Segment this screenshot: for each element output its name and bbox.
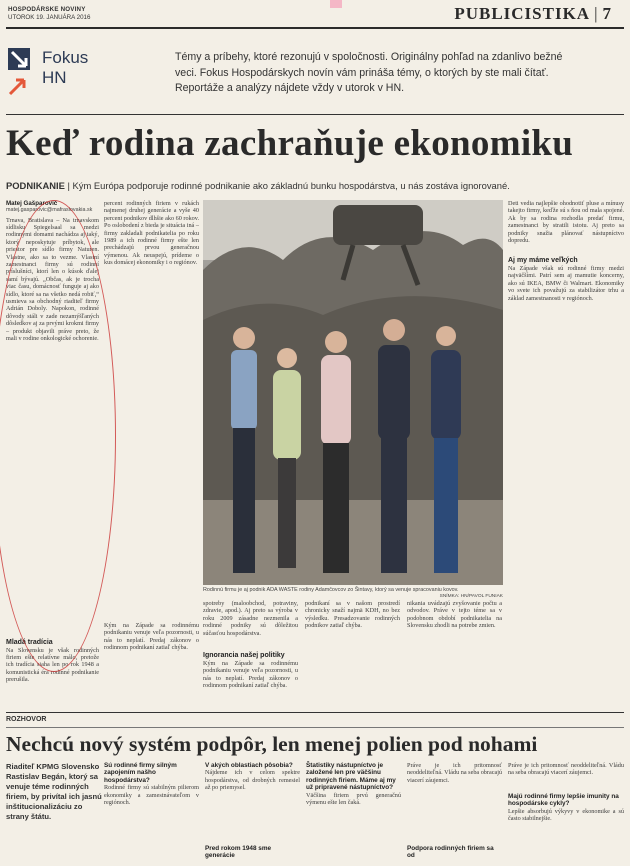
masthead-left (8, 6, 90, 21)
photo-credit: SNÍMKA: HN/PAVOL FUNIAK (439, 593, 503, 599)
bottom-column-c-body: nikania uvádzajú zvyšovanie počtu a odvodov. Práve v tejto téme sa v podobnom období podnikatelia na Slovensku zhodli na potrebe zmien. (407, 600, 502, 630)
subhead-ignorancia: Ignorancia našej politiky (203, 652, 285, 659)
column-2-body-lower: Kým na Západe sa rodinnému podnikaniu venuje veľa pozornosti, u nás to neplatí. Predaj zákonov o rodinnom podnikaní zatiaľ chýba. (104, 622, 199, 652)
bottom-column-b (305, 600, 400, 701)
answer-3: Väčšina firiem prvú generačnú výmenu ešte len čaká. (306, 791, 401, 807)
article-headline: Keď rodina zachraňuje ekonomiku (6, 123, 574, 164)
fokus-logo (8, 46, 98, 100)
column-2-body: percent rodinných firiem v rukách najmenej druhej generácie a vyše 40 percent podnikov dlhšie ako 60 rokov. Po oslobodení z bieda je situácia iná – firmy zakladali podnikatelia po roku 1989 a ich rodinné firmy ešte len prechádzajú prvou generačnou výmenou. Ak neuspejú, prídeme o kus domácej ekonomiky i o regiónov. (104, 200, 199, 267)
bottom-subhead-2: Podpora rodinných firiem sa od (407, 845, 494, 859)
kicker: PODNIKANIE (6, 180, 65, 191)
section-title (454, 4, 612, 24)
answer-4: Práve je ich pritomnosť neoddeliteľná. Vládu na seba obracajú viacerí záujemci. (407, 762, 502, 784)
bottom-column-a (203, 600, 298, 701)
interview-column-3 (306, 762, 401, 863)
interview-lead: Riaditeľ KPMG Slovensko Rastislav Begán, ktorý sa venuje téme rodinných firiem, by privítal ich jasnú inštitucionalizáciu zo strany štátu. (6, 762, 102, 821)
author-email: matej.gasparovic@mafraslovakia.sk (6, 207, 93, 213)
question-5: Majú rodinné firmy lepšie imunity na hospodárske cykly? (508, 793, 619, 808)
standfirst-text: Kým Európa podporuje rodinné podnikanie ako základnú bunku hospodárstva, u nás zostáva ignorované. (72, 180, 510, 191)
family-photo (203, 200, 503, 585)
article-column-right (508, 200, 624, 706)
photo-caption-text: Rodinnú firmu je aj podnik ADA WASTE rodiny Adamčovcov zo Šintavy, ktorý sa venuje spracovaniu kovov. (203, 587, 459, 593)
article-column-2 (104, 200, 199, 621)
section-rule (6, 712, 624, 713)
rubric-rule (6, 727, 624, 728)
question-3: Štatistiky nástupníctvo je založené len pre väčšinu rodinných firiem. Máme aj my už pripravené nástupníctvo? (306, 762, 396, 792)
answer-4-continued: Práve je ich pritomnosť neoddeliteľná. Vládu na seba obracajú viacerí záujemci. (508, 762, 624, 777)
interview-column-1 (104, 762, 199, 865)
page-number: 7 (602, 4, 612, 23)
scrap-metal-scene (203, 200, 503, 585)
right-column-body: Deti vedia najlepšie ohodnotiť pluse a mínusy takejto firmy, keďže sú s ňou od mala spojené. Ak by sa rodina rozhodla predať firmu, zamestnanci by stratili istotu. Aj preto sa podniky snažia plánovať nástupníctvo dopredu. (508, 200, 624, 245)
bottom-column-b-body: podnikaní sa v našom prostredí chronicky snaží najmä KDH, no bez výsledku. Presadzovanie rodinných podnikov zatiaľ chýba. (305, 600, 400, 630)
section-divider: | (594, 4, 599, 23)
question-1: Sú rodinné firmy silným zapojením našho hospodárstva? (104, 762, 177, 784)
fokus-rule (6, 114, 624, 115)
paper-name: HOSPODÁRSKE NOVINY (8, 6, 86, 13)
photo-caption (203, 587, 503, 600)
article-column-2-lower (104, 622, 199, 698)
hn-word: HN (42, 68, 67, 87)
interview-headline: Nechcú nový systém podpôr, len menej polien pod nohami (6, 732, 538, 756)
interview-column-2 (205, 762, 300, 859)
section-banner (330, 0, 342, 8)
bottom-subhead-1: Pred rokom 1948 sme generácie (205, 845, 272, 860)
right-column-body-2: Na Západe však sú rodinné firmy medzi najväčšími. Patrí sem aj mamutie koncerny, ako sú IKEA, BMW či Walmart. Ekonomiky vo svete ich považujú za stabilizátor trhu a základ zamestnanosti v regiónoch. (508, 265, 624, 302)
question-2: V akých oblastiach pôsobia? (205, 762, 293, 769)
issue-date: UTOROK 19. JANUÁRA 2016 (8, 14, 91, 21)
bottom-column-a-body-2: Kým na Západe sa rodinnému podnikaniu venuje veľa pozornosti, u nás to neplatí. Predaj zákonov o rodinnom podnikaní zatiaľ chýba. (203, 660, 298, 690)
section-name: PUBLICISTIKA (454, 4, 591, 23)
subhead-aj-my-mame: Aj my máme veľkých (508, 257, 578, 264)
fokus-arrow-icon (8, 46, 38, 96)
kicker-divider: | (67, 180, 73, 191)
standfirst (6, 180, 510, 191)
fokus-intro: Témy a príbehy, ktoré rezonujú v spoločnosti. Originálny pohľad na zdanlivo bežné veci. Fokus Hospodárskych novín vám prináša témy, o ktorých by ste mali čítať. Reportáže a analýzy nájdete vždy v utorok v HN. (175, 51, 563, 94)
author-name: Matej Gašparovič (6, 200, 58, 207)
column-1-body: Trnava, Bratislava – Na trnavskom sídlisku Spiegelsaal sa medzi rodinnými domami nachádza aj taký, ktorý neposkytuje príbytok, ale priestor pre sídlo firmy Naturen. Vlastne, ako sa to vezme. Vlastní zamestnanci firmy sú rodinní príslušníci, ktorí len o kúsok ďalej samí bývajú. „Občas, ak je trocha viac času, domácnosť funguje aj ako sídlo, ktoré sa na všetko nedá robiť,“ usmieva sa obchodný riaditeľ firmy Adrián Doboly. Napokon, rodinné dôvody stáli v zade nezamýšľaných dôsledkov aj za prvými krokmi firmy – produkt objavili práve preto, že mali v rodine onkologické ochorenie. (6, 216, 99, 343)
fokus-word: Fokus (42, 48, 89, 67)
header-rule (6, 27, 624, 29)
fokus-logo-text (42, 48, 88, 88)
rubric: ROZHOVOR (6, 716, 47, 723)
answer-5: Lepšie absorbujú výkyvy v ekonomike a sú často stabilnejšie. (508, 807, 624, 823)
interview-column-5 (508, 762, 624, 849)
answer-1: Rodinné firmy sú stabilným pilierom ekonomiky a zamestnávateľom v regiónoch. (104, 784, 199, 807)
subhead-mlada-tradicia: Mladá tradícia (6, 638, 53, 646)
column-1-body-2: Na Slovensku je však rodinných firiem ešte relatívne málo, pretože ich tradícia siaha len po rok 1948 a komunistická éra rodinné podnikanie prerušila. (6, 646, 99, 684)
answer-2: Nájdeme ich v celom spektre hospodárstva, od drobných remesiel až po priemysel. (205, 769, 300, 792)
bottom-column-c (407, 600, 502, 701)
bottom-column-a-body: spotreby (maloobchod, potraviny, zdravie, apod.). Aj preto sa výroba v roku 2009 zásadne nezmenila a rodinné podniky sú dôležitou súčasťou hospodárstva. (203, 600, 298, 637)
interview-column-4 (407, 762, 502, 859)
